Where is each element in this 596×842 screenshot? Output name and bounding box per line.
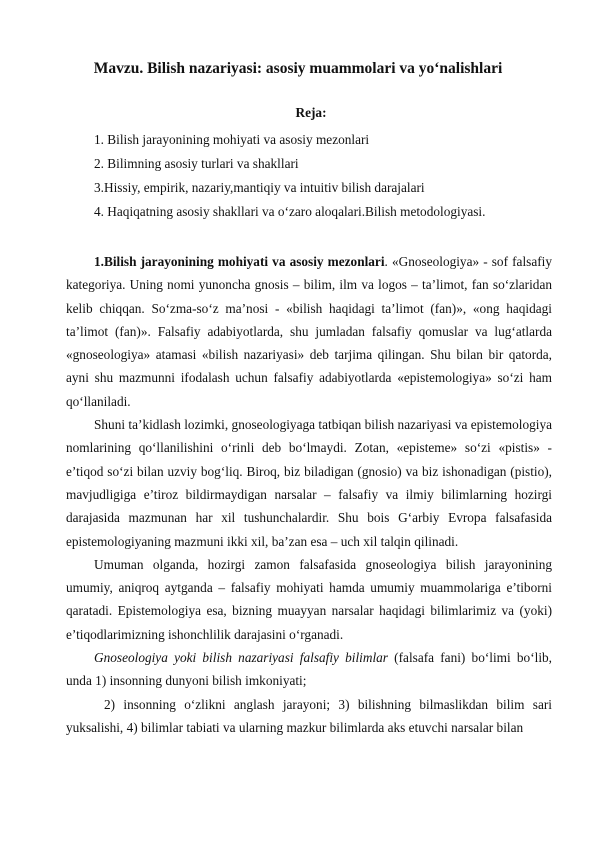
plan-item: 2. Bilimning asosiy turlari va shakllari — [94, 156, 299, 171]
section-heading: 1.Bilish jarayonining mohiyati va asosiy mezonlari — [94, 254, 385, 269]
paragraph-text: . «Gnoseologiya» - sof falsafiy kategoriya. Uning nomi yunoncha gnosis – bilim, ilm va logos – ta’limot, fan so‘zlaridan kelib chiqqan. So‘zma-so‘z ma’nosi - «bilish haqidagi ta’limot (fan)», «ong haqidagi ta’limot (fan)». Falsafiy adabiyotlarda, shu jumladan falsafiy qomuslar va lug‘atlarda «gnoseologiya» atamasi «bilish nazariyasi» deb tarjima qilingan. Shu bilan bir qatorda, ayni shu mazmunni ifodalash uchun falsafiy adabiyotlarda «epistemologiya» so‘zi ham qo‘llaniladi. — [66, 254, 552, 409]
paragraph — [66, 646, 552, 693]
paragraph-text: (falsafa fani) bo‘limi bo‘lib, unda 1) insonning dunyoni bilish imkoniyati; — [66, 650, 552, 689]
plan-item: 4. Haqiqatning asosiy shakllari va o‘zaro aloqalari.Bilish metodologiyasi. — [94, 204, 486, 219]
paragraph: Umuman olganda, hozirgi zamon falsafasida gnoseologiya bilish jarayonining umumiy, aniqroq aytganda – falsafiy mohiyati hamda umumiy muammolariga e’tiborni qaratadi. Epistemologiya esa, bizning muayyan narsalar haqidagi bilimlarimiz va (yoki) e’tiqodlarimizning ishonchlilik darajasini o‘rganadi. — [66, 556, 552, 642]
paragraph: 2) insonning o‘zlikni anglash jarayoni; 3) bilishning bilmaslikdan bilim sari yuksalishi, 4) bilimlar tabiati va ularning mazkur bilimlarda aks etuvchi narsalar bilan — [66, 696, 552, 735]
plan-item: 3.Hissiy, empirik, nazariy,mantiqiy va intuitiv bilish darajalari — [94, 180, 425, 195]
plan-item: 1. Bilish jarayonining mohiyati va asosiy mezonlari — [94, 132, 370, 147]
italic-term: Gnoseologiya yoki bilish nazariyasi falsafiy bilimlar — [94, 650, 388, 666]
document-title: Mavzu. Bilish nazariyasi: asosiy muammolari va yo‘nalishlari — [93, 60, 503, 77]
paragraph — [66, 250, 552, 413]
plan-list — [94, 128, 485, 224]
document-body — [66, 250, 552, 739]
plan-heading: Reja: — [295, 105, 327, 120]
paragraph: Shuni ta’kidlash lozimki, gnoseologiyaga tatbiqan bilish nazariyasi va epistemologiya nomlarining qo‘llanilishini o‘rinli deb bo‘lmaydi. Zotan, «episteme» so‘zi «pistis» - e’tiqod so‘zi bilan uzviy bog‘liq. Biroq, biz biladigan (gnosio) va biz ishonadigan (pistio), mavjudligiga e’tiroz bildirmaydigan narsalar – falsafiy va ilmiy bilimlarning hozirgi darajasida mazmunan har xil tushunchalardir. Shu bois G‘arbiy Evropa falsafasida epistemologiyaning mazmuni ikki xil, ba’zan esa – uch xil talqin qilinadi. — [66, 417, 552, 549]
